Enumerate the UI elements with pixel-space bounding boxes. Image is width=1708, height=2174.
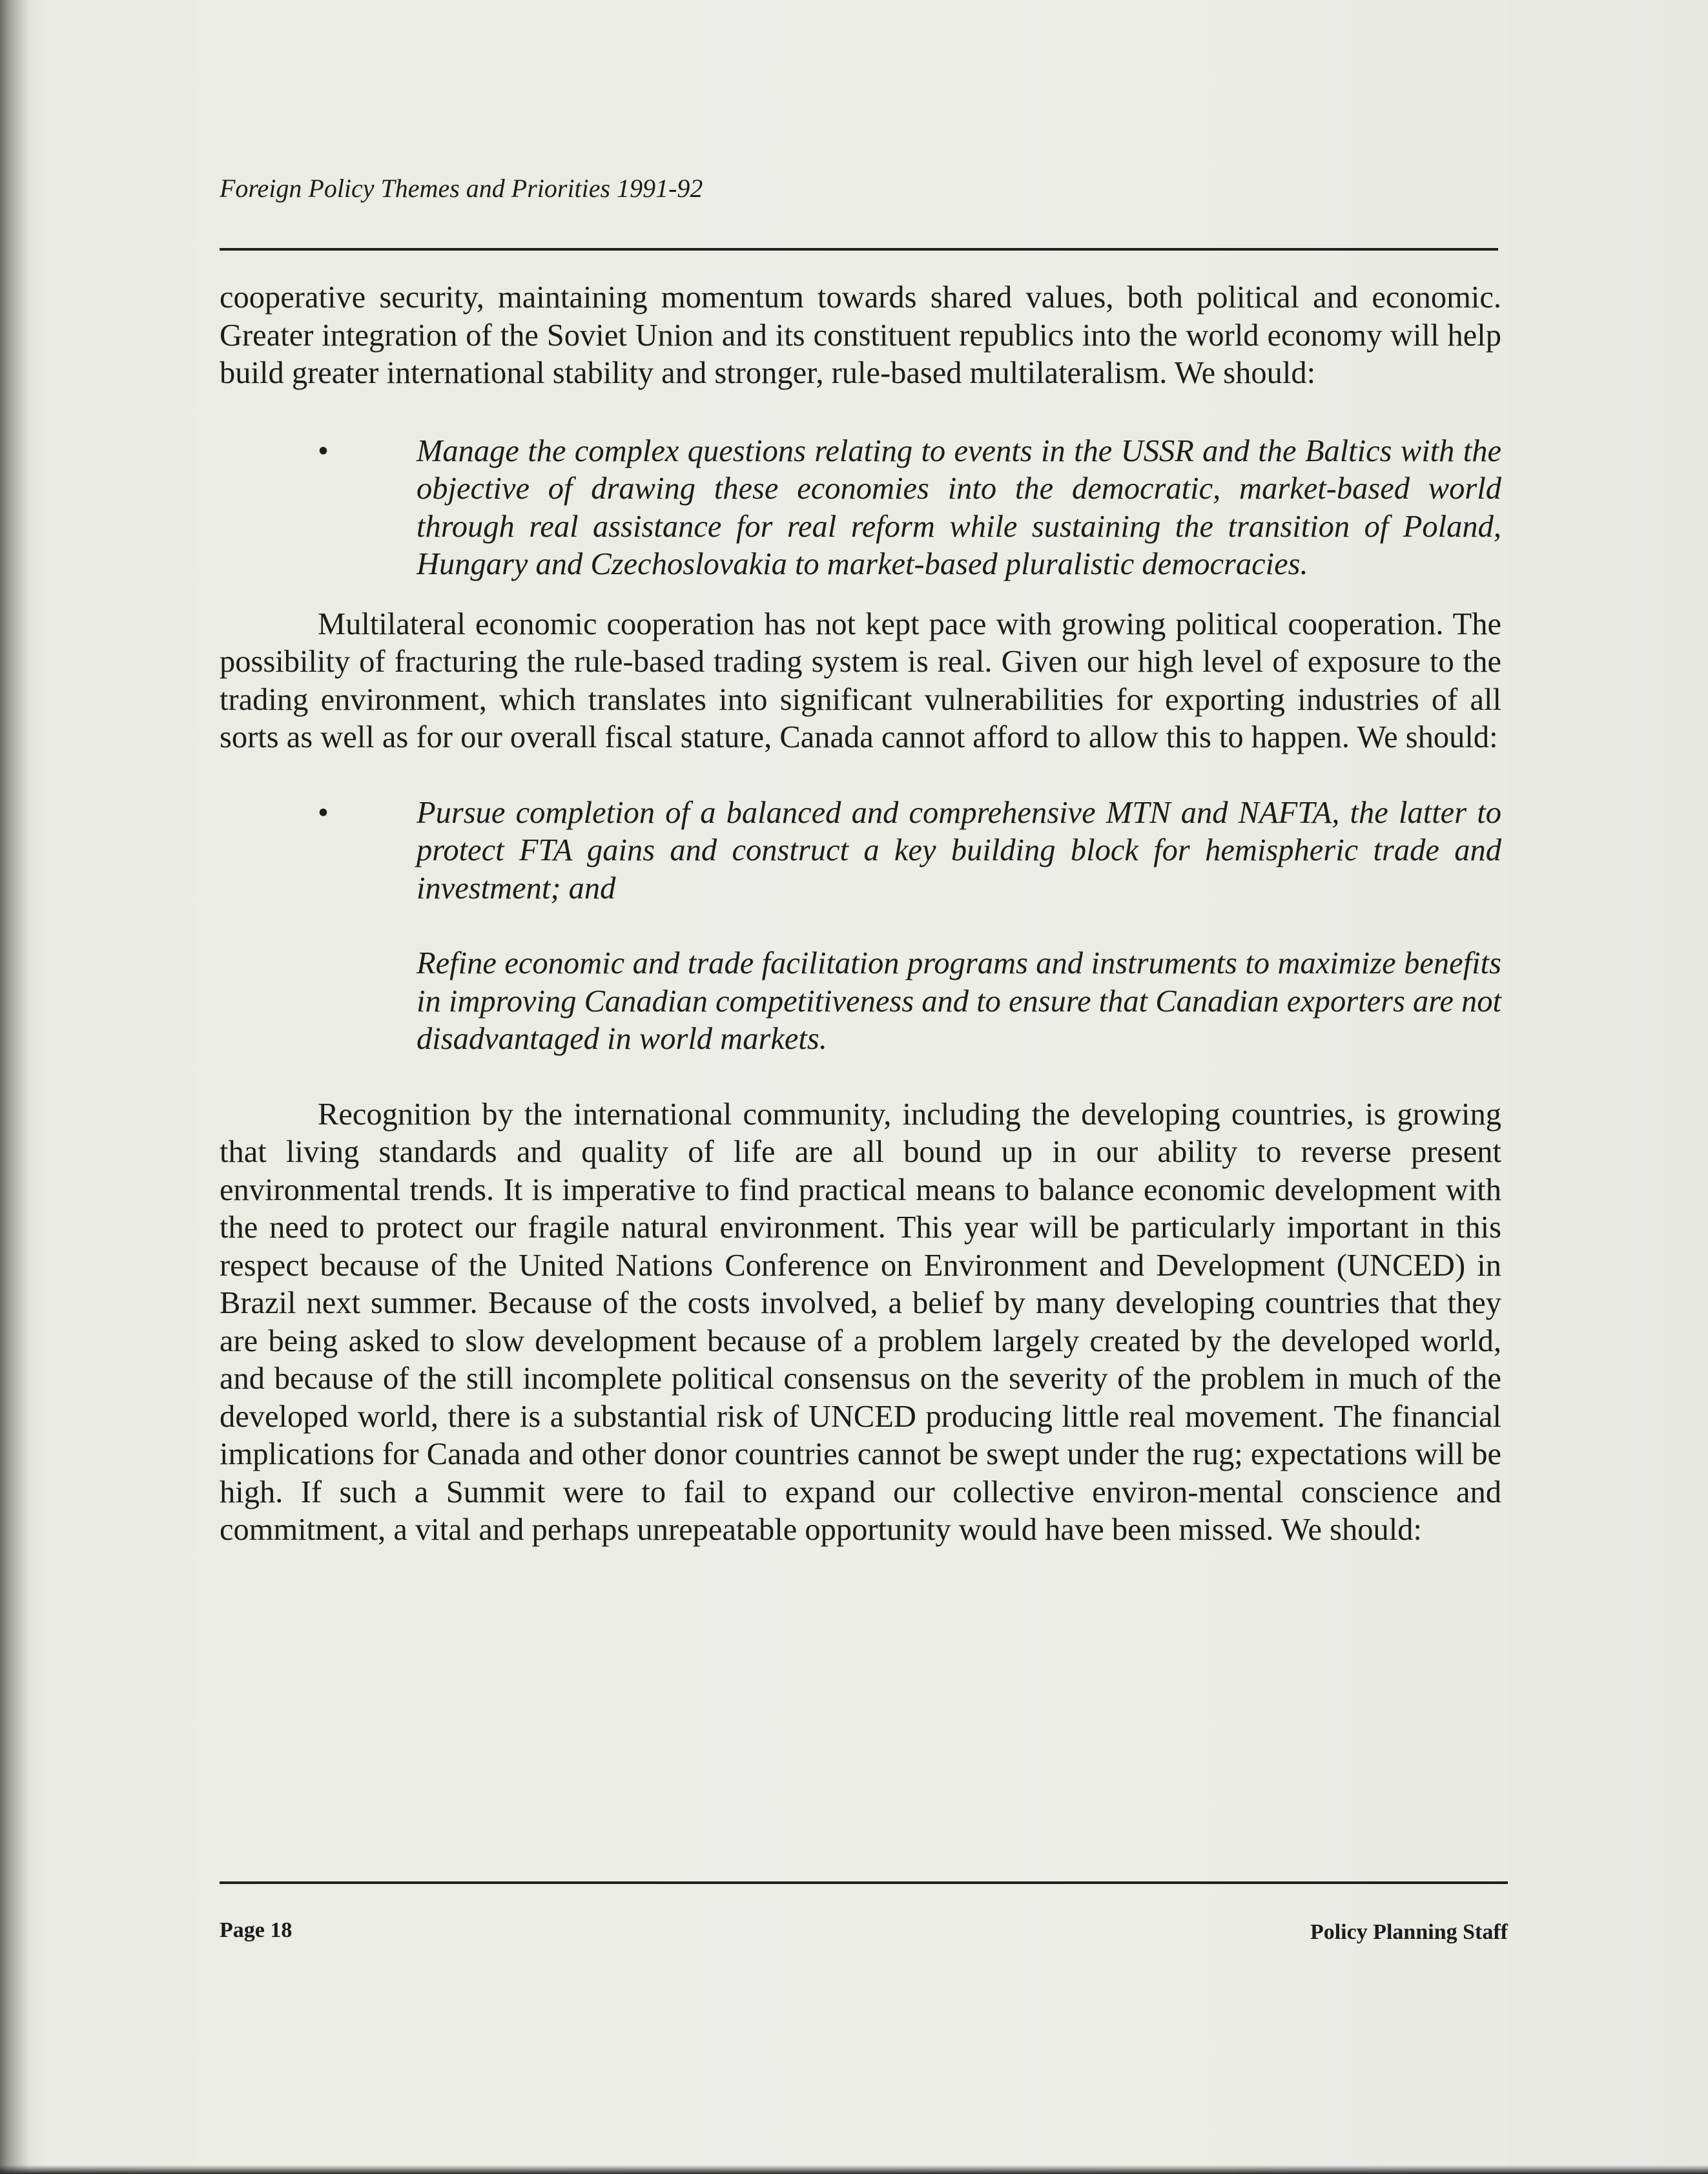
footer-rule [220, 1881, 1508, 1884]
paragraph-multilateral-economic: Multilateral economic cooperation has not kept pace with growing political cooperation. The possibility of fracturing the rule-based trading system is real. Given our high level of exposure to the trading environment, which translates into significant vulnerabilities for exporting industries of all sorts as well as for our overall fiscal stature, Canada cannot afford to allow this to happen. We should: [220, 606, 1501, 754]
header-rule [220, 248, 1498, 251]
paragraph-soviet-integration: cooperative security, maintaining momentum towards shared values, both political and economic. Greater integration of the Soviet Union and its constituent republics into the world economy will help build greater international stability and stronger, rule-based multilateralism. We should: [220, 280, 1501, 390]
bullet-item-trade-facilitation [417, 945, 1501, 1059]
bullet-text: Manage the complex questions relating to events in the USSR and the Baltics with the objective of drawing these economies into the democratic, market-based world through real assistance for real reform while sustaining the transition of Poland, Hungary and Czechoslovakia to market-based pluralistic democracies. [417, 433, 1501, 581]
bullet-item-ussr [318, 433, 1501, 584]
bullet-marker: • [318, 433, 329, 468]
bullet-item-mtn-nafta [318, 794, 1501, 908]
bullet-text: Pursue completion of a balanced and comprehensive MTN and NAFTA, the latter to protect FTA gains and construct a key building block for hemispheric trade and investment; and [417, 795, 1501, 906]
bullet-marker: • [318, 795, 329, 830]
bullet-text: Refine economic and trade facilitation programs and instruments to maximize benefits in improving Canadian competitiveness and to ensure that Canadian exporters are not disadvantaged in world markets. [417, 946, 1501, 1056]
binding-shadow [0, 0, 28, 2174]
page-number: Page 18 [220, 1918, 293, 1942]
paragraph-environment-unced: Recognition by the international community, including the developing countries, is growing that living standards and quality of life are all bound up in our ability to reverse present environmental trends. It is imperative to find practical means to balance economic development with the need to protect our fragile natural environment. This year will be particularly important in this respect because of the United Nations Conference on Environment and Development (UNCED) in Brazil next summer. Because of the costs involved, a belief by many developing countries that they are being asked to slow development because of a problem largely created by the developed world, and because of the still incomplete political consensus on the severity of the problem in much of the developed world, there is a substantial risk of UNCED producing little real movement. The financial implications for Canada and other donor countries cannot be swept under the rug; expectations will be high. If such a Summit were to fail to expand our collective environ-mental conscience and commitment, a vital and perhaps unrepeatable opportunity would have been missed. We should: [220, 1097, 1501, 1547]
page-bottom-edge [0, 2165, 1708, 2174]
footer-department: Policy Planning Staff [1310, 1920, 1508, 1944]
body-text [220, 279, 1501, 1549]
running-header: Foreign Policy Themes and Priorities 1991-92 [220, 174, 703, 203]
